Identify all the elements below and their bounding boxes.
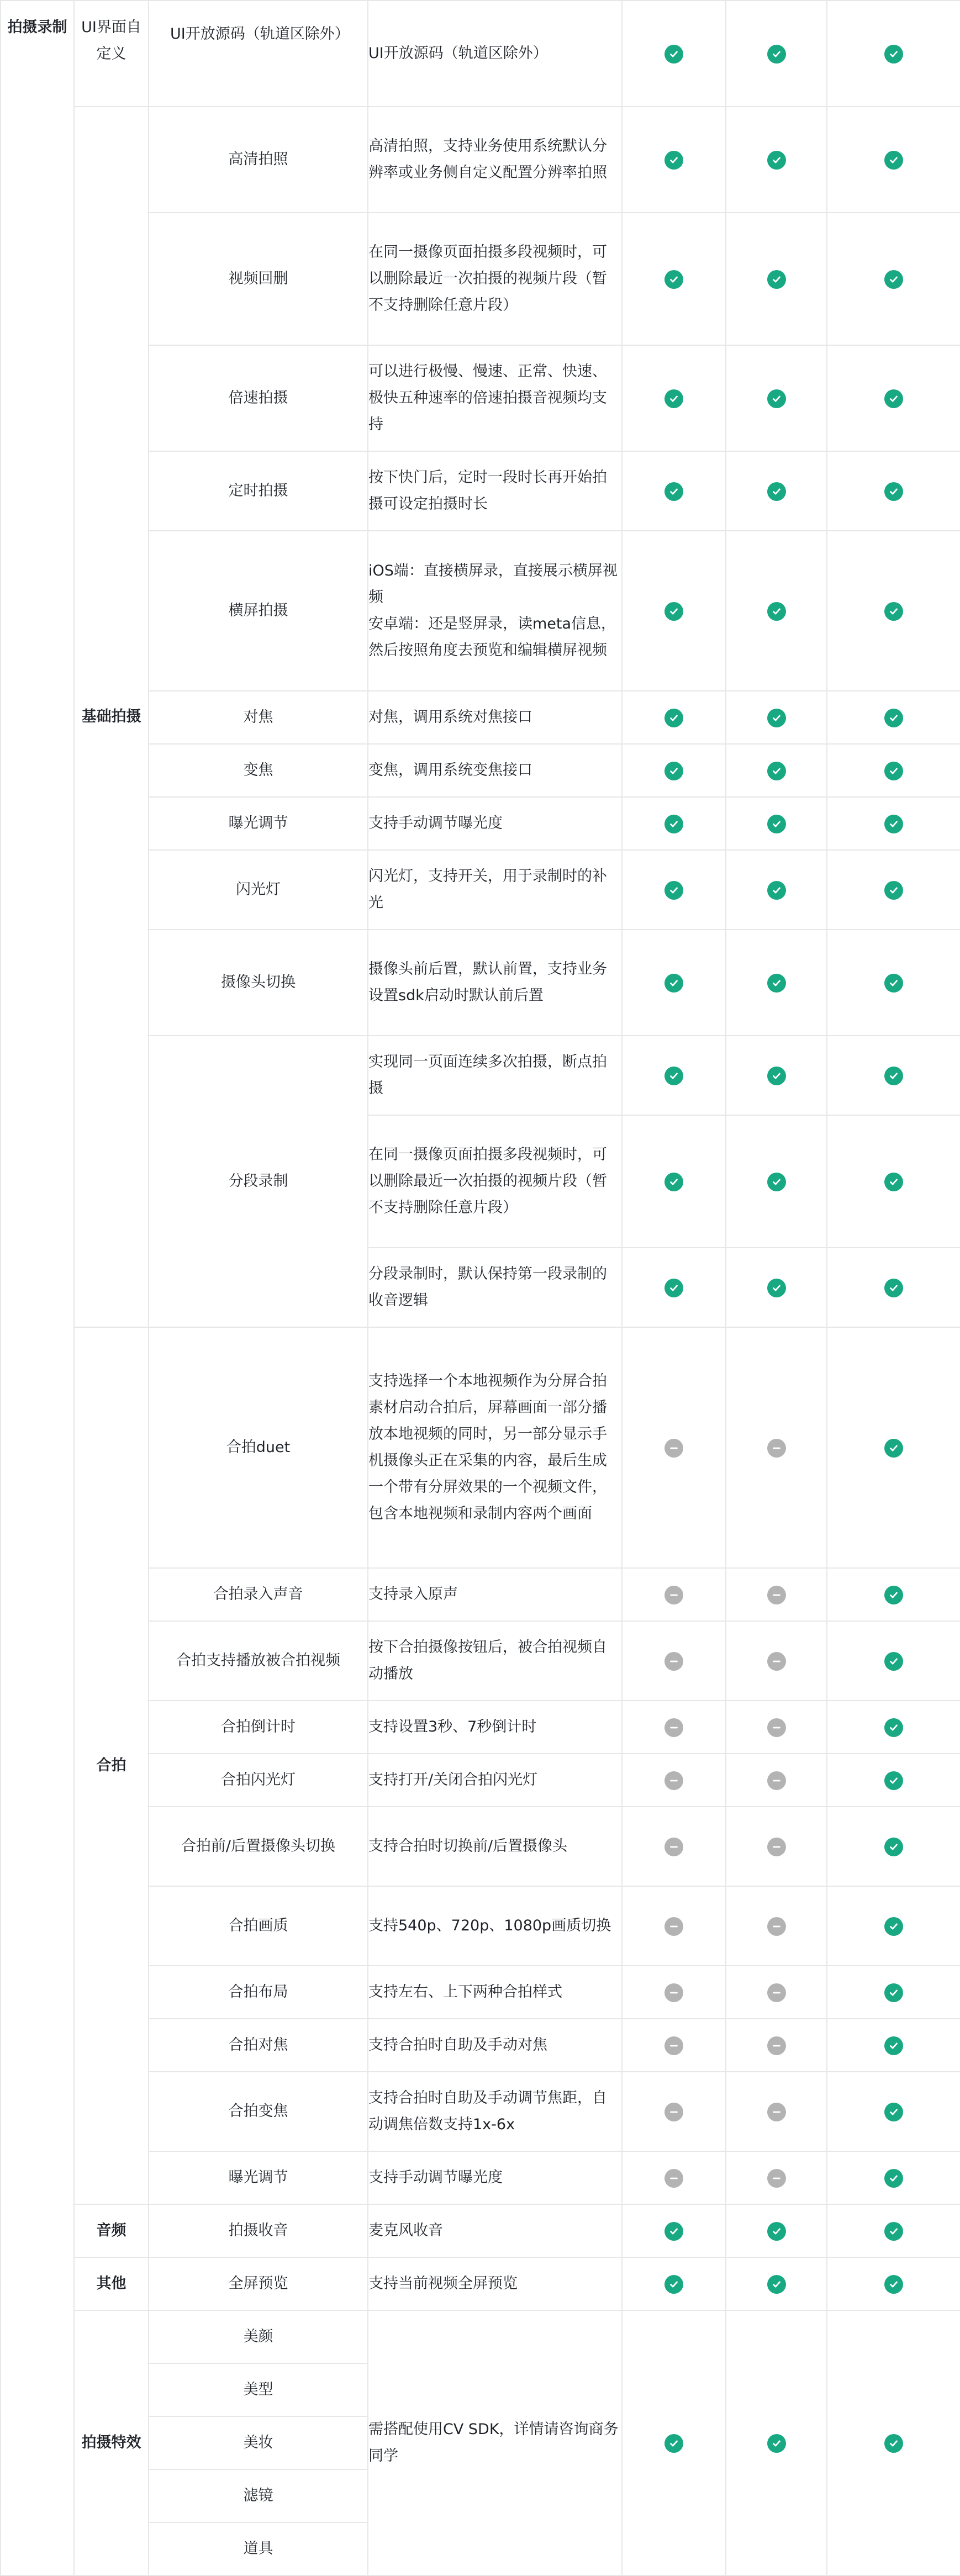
status-cell	[726, 797, 827, 850]
status-cell	[726, 2310, 827, 2575]
status-cell	[726, 451, 827, 531]
check-circle-icon	[767, 389, 786, 408]
check-circle-icon	[884, 815, 903, 833]
feature-name: 曝光调节	[149, 797, 368, 850]
status-cell	[726, 1036, 827, 1115]
status-cell	[622, 1807, 726, 1886]
check-circle-icon	[884, 1279, 903, 1297]
status-cell	[726, 1754, 827, 1807]
status-cell	[622, 930, 726, 1036]
check-circle-icon	[767, 1279, 786, 1297]
status-cell	[827, 1886, 960, 1966]
feature-name: 曝光调节	[149, 2151, 368, 2204]
status-cell	[827, 1248, 960, 1327]
feature-desc: 麦克风收音	[368, 2204, 622, 2257]
category-duet: 合拍	[74, 1327, 149, 2204]
status-cell	[827, 930, 960, 1036]
status-cell	[726, 1568, 827, 1621]
status-cell	[827, 1036, 960, 1115]
check-circle-icon	[884, 881, 903, 900]
check-circle-icon	[767, 270, 786, 289]
status-cell	[827, 345, 960, 451]
status-cell	[622, 691, 726, 744]
check-circle-icon	[767, 45, 786, 64]
status-cell	[827, 213, 960, 345]
status-cell	[726, 531, 827, 691]
status-cell	[827, 1701, 960, 1754]
status-cell	[726, 1886, 827, 1966]
minus-circle-icon	[664, 2103, 683, 2121]
check-circle-icon	[664, 602, 683, 621]
status-cell	[827, 2257, 960, 2310]
feature-name: 道具	[149, 2522, 368, 2575]
check-circle-icon	[884, 2275, 903, 2294]
feature-name: 分段录制	[149, 1036, 368, 1327]
feature-desc: 变焦，调用系统变焦接口	[368, 744, 622, 797]
feature-desc: 实现同一页面连续多次拍摄，断点拍摄	[368, 1036, 622, 1115]
status-cell	[622, 1036, 726, 1115]
feature-desc: 支持手动调节曝光度	[368, 797, 622, 850]
check-circle-icon	[884, 1652, 903, 1671]
minus-circle-icon	[664, 2036, 683, 2055]
status-cell	[726, 2019, 827, 2072]
feature-desc: 支持录入原声	[368, 1568, 622, 1621]
check-circle-icon	[664, 2434, 683, 2453]
check-circle-icon	[664, 762, 683, 780]
category-audio: 音频	[74, 2204, 149, 2257]
minus-circle-icon	[664, 1983, 683, 2002]
status-cell	[827, 451, 960, 531]
status-cell	[726, 744, 827, 797]
minus-circle-icon	[767, 1983, 786, 2002]
feature-name: 合拍变焦	[149, 2072, 368, 2151]
check-circle-icon	[664, 881, 683, 900]
status-cell	[622, 2310, 726, 2575]
feature-desc: 支持合拍时自助及手动调节焦距，自动调焦倍数支持1x-6x	[368, 2072, 622, 2151]
status-cell	[726, 2257, 827, 2310]
status-cell	[622, 107, 726, 213]
category-record: 拍摄录制	[1, 1, 74, 2575]
table-row	[1, 107, 960, 213]
status-cell	[827, 2204, 960, 2257]
check-circle-icon	[884, 389, 903, 408]
status-cell	[622, 1248, 726, 1327]
table-row	[1, 2204, 960, 2257]
check-circle-icon	[884, 45, 903, 64]
check-circle-icon	[767, 2275, 786, 2294]
feature-name: 定时拍摄	[149, 451, 368, 531]
minus-circle-icon	[767, 1718, 786, 1737]
status-cell	[726, 107, 827, 213]
feature-name: 全屏预览	[149, 2257, 368, 2310]
status-cell	[827, 107, 960, 213]
feature-desc: 支持打开/关闭合拍闪光灯	[368, 1754, 622, 1807]
feature-name: 合拍画质	[149, 1886, 368, 1966]
minus-circle-icon	[664, 1586, 683, 1604]
feature-name: 合拍支持播放被合拍视频	[149, 1621, 368, 1701]
minus-circle-icon	[767, 2036, 786, 2055]
category-effects: 拍摄特效	[74, 2310, 149, 2575]
check-circle-icon	[884, 1173, 903, 1191]
check-circle-icon	[884, 1771, 903, 1790]
feature-name: 合拍duet	[149, 1327, 368, 1568]
feature-name: 美颜	[149, 2310, 368, 2363]
status-cell	[726, 1115, 827, 1248]
status-cell	[622, 1754, 726, 1807]
feature-desc: 需搭配使用CV SDK，详情请咨询商务同学	[368, 2310, 622, 2575]
feature-name: 视频回删	[149, 213, 368, 345]
status-cell	[622, 2019, 726, 2072]
status-cell	[622, 2204, 726, 2257]
status-cell	[726, 2204, 827, 2257]
table-row	[1, 2257, 960, 2310]
feature-name: 闪光灯	[149, 850, 368, 930]
category-other: 其他	[74, 2257, 149, 2310]
minus-circle-icon	[664, 1439, 683, 1458]
minus-circle-icon	[767, 2169, 786, 2188]
status-cell	[622, 2072, 726, 2151]
status-cell	[827, 850, 960, 930]
feature-desc: 高清拍照，支持业务使用系统默认分辨率或业务侧自定义配置分辨率拍照	[368, 107, 622, 213]
minus-circle-icon	[664, 1838, 683, 1856]
check-circle-icon	[884, 151, 903, 170]
minus-circle-icon	[664, 1771, 683, 1790]
check-circle-icon	[767, 881, 786, 900]
check-circle-icon	[884, 2036, 903, 2055]
status-cell	[726, 1701, 827, 1754]
status-cell	[622, 1115, 726, 1248]
table-row	[1, 2310, 960, 2363]
status-cell	[827, 797, 960, 850]
check-circle-icon	[767, 602, 786, 621]
table-row	[1, 1, 960, 107]
feature-name: 拍摄收音	[149, 2204, 368, 2257]
check-circle-icon	[664, 1173, 683, 1191]
check-circle-icon	[884, 1586, 903, 1604]
status-cell	[827, 1568, 960, 1621]
feature-name: 滤镜	[149, 2469, 368, 2522]
check-circle-icon	[767, 482, 786, 501]
feature-name: 合拍布局	[149, 1966, 368, 2019]
feature-desc: iOS端：直接横屏录，直接展示横屏视频 安卓端：还是竖屏录，读meta信息，然后按照角度去预览和编辑横屏视频	[368, 531, 622, 691]
minus-circle-icon	[767, 2103, 786, 2121]
check-circle-icon	[664, 709, 683, 727]
status-cell	[827, 1754, 960, 1807]
check-circle-icon	[664, 815, 683, 833]
status-cell	[827, 1327, 960, 1568]
status-cell	[726, 1327, 827, 1568]
status-cell	[827, 2019, 960, 2072]
feature-desc: 支持合拍时自助及手动对焦	[368, 2019, 622, 2072]
feature-desc: 在同一摄像页面拍摄多段视频时，可以删除最近一次拍摄的视频片段（暂不支持删除任意片段）	[368, 1115, 622, 1248]
status-cell	[622, 451, 726, 531]
check-circle-icon	[884, 762, 903, 780]
feature-name: 合拍前/后置摄像头切换	[149, 1807, 368, 1886]
check-circle-icon	[767, 151, 786, 170]
check-circle-icon	[884, 482, 903, 501]
check-circle-icon	[767, 974, 786, 993]
check-circle-icon	[884, 1439, 903, 1458]
feature-desc: 支持设置3秒、7秒倒计时	[368, 1701, 622, 1754]
status-cell	[726, 213, 827, 345]
feature-name: 合拍闪光灯	[149, 1754, 368, 1807]
status-cell	[827, 531, 960, 691]
status-cell	[622, 1701, 726, 1754]
check-circle-icon	[884, 2169, 903, 2188]
status-cell	[622, 744, 726, 797]
feature-desc: 按下快门后，定时一段时长再开始拍摄可设定拍摄时长	[368, 451, 622, 531]
feature-desc: UI开放源码（轨道区除外）	[368, 1, 622, 107]
check-circle-icon	[664, 45, 683, 64]
feature-desc: 支持左右、上下两种合拍样式	[368, 1966, 622, 2019]
feature-name: 合拍倒计时	[149, 1701, 368, 1754]
check-circle-icon	[664, 270, 683, 289]
status-cell	[726, 1248, 827, 1327]
check-circle-icon	[884, 974, 903, 993]
feature-desc: 可以进行极慢、慢速、正常、快速、极快五种速率的倍速拍摄音视频均支持	[368, 345, 622, 451]
feature-desc: 支持540p、720p、1080p画质切换	[368, 1886, 622, 1966]
status-cell	[622, 850, 726, 930]
status-cell	[622, 1966, 726, 2019]
status-cell	[726, 1, 827, 107]
minus-circle-icon	[767, 1586, 786, 1604]
check-circle-icon	[884, 1718, 903, 1737]
minus-circle-icon	[664, 1652, 683, 1671]
feature-desc: 对焦，调用系统对焦接口	[368, 691, 622, 744]
check-circle-icon	[884, 2222, 903, 2241]
check-circle-icon	[664, 389, 683, 408]
feature-name: 对焦	[149, 691, 368, 744]
status-cell	[622, 1621, 726, 1701]
check-circle-icon	[767, 815, 786, 833]
feature-desc: 支持手动调节曝光度	[368, 2151, 622, 2204]
feature-desc: 支持当前视频全屏预览	[368, 2257, 622, 2310]
status-cell	[622, 531, 726, 691]
check-circle-icon	[884, 1983, 903, 2002]
check-circle-icon	[884, 1838, 903, 1856]
minus-circle-icon	[767, 1838, 786, 1856]
minus-circle-icon	[767, 1917, 786, 1936]
status-cell	[622, 797, 726, 850]
check-circle-icon	[664, 1279, 683, 1297]
status-cell	[827, 2151, 960, 2204]
minus-circle-icon	[767, 1652, 786, 1671]
feature-name: 美型	[149, 2363, 368, 2416]
status-cell	[726, 345, 827, 451]
status-cell	[726, 1807, 827, 1886]
check-circle-icon	[664, 151, 683, 170]
check-circle-icon	[664, 1067, 683, 1085]
feature-name: 摄像头切换	[149, 930, 368, 1036]
feature-name: 合拍对焦	[149, 2019, 368, 2072]
status-cell	[726, 2151, 827, 2204]
feature-desc: 支持合拍时切换前/后置摄像头	[368, 1807, 622, 1886]
check-circle-icon	[884, 1067, 903, 1085]
check-circle-icon	[664, 482, 683, 501]
check-circle-icon	[767, 709, 786, 727]
check-circle-icon	[664, 2275, 683, 2294]
check-circle-icon	[664, 2222, 683, 2241]
category-basic: 基础拍摄	[74, 107, 149, 1327]
feature-name: 合拍录入声音	[149, 1568, 368, 1621]
status-cell	[827, 1621, 960, 1701]
check-circle-icon	[884, 602, 903, 621]
status-cell	[726, 850, 827, 930]
feature-desc: 支持选择一个本地视频作为分屏合拍素材启动合拍后，屏幕画面一部分播放本地视频的同时，另一部分显示手机摄像头正在采集的内容，最后生成一个带有分屏效果的一个视频文件，包含本地视频和录制内容两个画面	[368, 1327, 622, 1568]
status-cell	[622, 1886, 726, 1966]
status-cell	[622, 2257, 726, 2310]
feature-desc: 分段录制时，默认保持第一段录制的收音逻辑	[368, 1248, 622, 1327]
feature-desc: 在同一摄像页面拍摄多段视频时，可以删除最近一次拍摄的视频片段（暂不支持删除任意片段）	[368, 213, 622, 345]
check-circle-icon	[767, 2434, 786, 2453]
status-cell	[622, 213, 726, 345]
status-cell	[622, 1327, 726, 1568]
feature-name: 高清拍照	[149, 107, 368, 213]
check-circle-icon	[767, 1173, 786, 1191]
status-cell	[622, 2151, 726, 2204]
check-circle-icon	[884, 2434, 903, 2453]
feature-name: 倍速拍摄	[149, 345, 368, 451]
check-circle-icon	[664, 974, 683, 993]
feature-name: UI开放源码（轨道区除外）	[149, 1, 368, 107]
status-cell	[827, 691, 960, 744]
category-ui-custom: UI界面自定义	[74, 1, 149, 107]
status-cell	[726, 930, 827, 1036]
minus-circle-icon	[664, 1917, 683, 1936]
check-circle-icon	[767, 1067, 786, 1085]
feature-desc: 按下合拍摄像按钮后，被合拍视频自动播放	[368, 1621, 622, 1701]
check-circle-icon	[884, 2103, 903, 2121]
status-cell	[827, 744, 960, 797]
check-circle-icon	[884, 1917, 903, 1936]
feature-desc: 闪光灯，支持开关，用于录制时的补光	[368, 850, 622, 930]
status-cell	[622, 345, 726, 451]
status-cell	[726, 1966, 827, 2019]
status-cell	[827, 1115, 960, 1248]
minus-circle-icon	[664, 2169, 683, 2188]
minus-circle-icon	[664, 1718, 683, 1737]
check-circle-icon	[767, 762, 786, 780]
table-row	[1, 1327, 960, 1568]
status-cell	[827, 2310, 960, 2575]
feature-name: 美妆	[149, 2416, 368, 2469]
status-cell	[622, 1, 726, 107]
minus-circle-icon	[767, 1439, 786, 1458]
status-cell	[827, 1, 960, 107]
status-cell	[622, 1568, 726, 1621]
check-circle-icon	[884, 270, 903, 289]
status-cell	[726, 1621, 827, 1701]
status-cell	[827, 1807, 960, 1886]
status-cell	[726, 2072, 827, 2151]
feature-name: 变焦	[149, 744, 368, 797]
minus-circle-icon	[767, 1771, 786, 1790]
status-cell	[726, 691, 827, 744]
status-cell	[827, 1966, 960, 2019]
check-circle-icon	[884, 709, 903, 727]
feature-desc: 摄像头前后置，默认前置，支持业务设置sdk启动时默认前后置	[368, 930, 622, 1036]
feature-name: 横屏拍摄	[149, 531, 368, 691]
check-circle-icon	[767, 2222, 786, 2241]
status-cell	[827, 2072, 960, 2151]
